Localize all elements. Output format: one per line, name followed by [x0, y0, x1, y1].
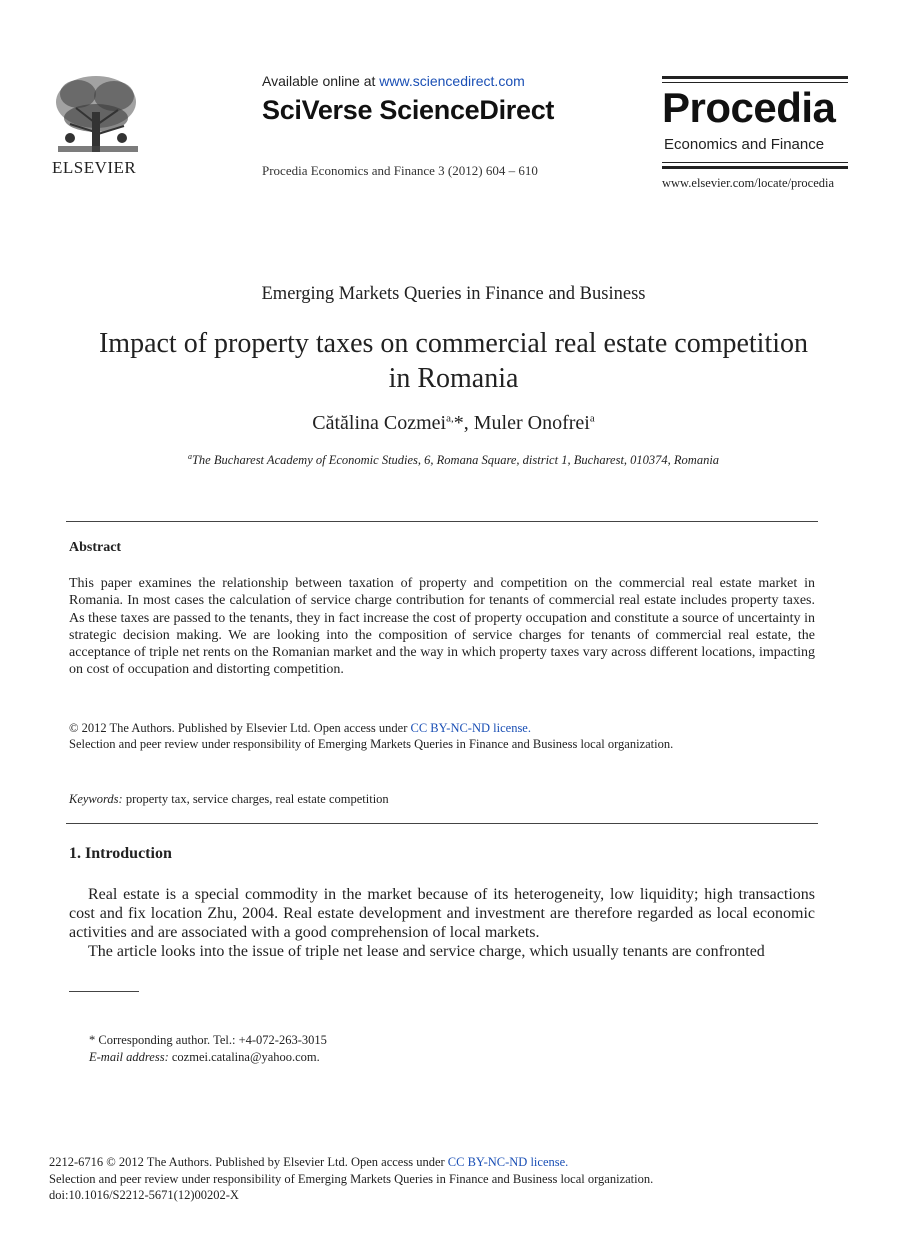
email-label: E-mail address: [89, 1050, 169, 1064]
author-list [0, 412, 907, 435]
author-separator: , [463, 412, 474, 434]
affiliation-text: The Bucharest Academy of Economic Studies, 6, Romana Square, district 1, Bucharest, 010374, Romania [191, 453, 720, 468]
footer-license-link[interactable]: CC BY-NC-ND license. [447, 1155, 569, 1169]
copyright-line [69, 720, 531, 736]
footer-copyright [49, 1154, 568, 1170]
footnote-divider [69, 991, 139, 992]
author-1: Cătălina Cozmei [312, 412, 447, 434]
footer-peer-review: Selection and peer review under responsibility of Emerging Markets Queries in Finance and Business local organization. [49, 1172, 654, 1186]
paper-title [0, 326, 907, 396]
brand-divider [662, 76, 848, 79]
brand-divider [662, 82, 848, 83]
intro-paragraph-1: Real estate is a special commodity in the market because of its heterogeneity, low liquidity; high transactions cost and fix location Zhu, 2004. Real estate development and investment are therefore regarded as local economic activities and are associated with a good comprehension of local markets. [69, 886, 815, 941]
journal-brand-subtitle: Economics and Finance [664, 136, 825, 153]
peer-review-line: Selection and peer review under responsibility of Emerging Markets Queries in Finance and Business local organization. [69, 737, 674, 751]
affiliation-mark: a [187, 452, 192, 461]
abstract-heading: Abstract [69, 540, 122, 555]
author-2-affiliation-mark: a [589, 412, 595, 425]
available-online [262, 73, 525, 89]
footer-copyright-text: 2212-6716 © 2012 The Authors. Published by Elsevier Ltd. Open access under [49, 1155, 448, 1169]
introduction-heading: 1. Introduction [69, 845, 172, 862]
copyright-text: © 2012 The Authors. Published by Elsevier Ltd. Open access under [69, 721, 411, 735]
journal-reference: Procedia Economics and Finance 3 (2012) 604 – 610 [262, 163, 538, 178]
journal-url[interactable]: www.elsevier.com/locate/procedia [662, 176, 835, 190]
license-link[interactable]: CC BY-NC-ND license. [410, 721, 531, 735]
author-1-affiliation-mark: a, [446, 412, 454, 425]
section-divider [66, 823, 818, 824]
intro-paragraph-2: The article looks into the issue of triple net lease and service charge, which usually tenants are confronted [88, 943, 765, 960]
brand-divider [662, 162, 848, 163]
sciencedirect-link[interactable]: www.sciencedirect.com [379, 73, 525, 89]
author-2: Muler Onofrei [473, 412, 590, 434]
section-divider [66, 521, 818, 522]
keywords-label: Keywords: [69, 792, 123, 806]
platform-name: SciVerse ScienceDirect [262, 95, 555, 125]
email-address[interactable]: cozmei.catalina@yahoo.com. [168, 1050, 320, 1064]
abstract-text: This paper examines the relationship between taxation of property and competition on the commercial real estate market in Romania. In most cases the calculation of service charge contribution for tenants of commercial real estate includes property taxes. As these taxes are passed to the tenants, they in fact increase the cost of property occupation and constitute a source of uncertainty in strategic decision making. We are looking into the composition of service charges for tenants of commercial real estate, the acceptance of triple net rents on the Romanian market and the way in which property taxes vary across different locations, impacting on cost of occupation and distorting competition. [69, 576, 815, 678]
keywords-values: property tax, service charges, real estate competition [122, 792, 389, 806]
available-prefix: Available online at [262, 73, 380, 89]
corresponding-mark: * [453, 412, 464, 434]
title-line-2: in Romania [388, 363, 519, 394]
keywords [69, 792, 389, 807]
conference-name: Emerging Markets Queries in Finance and Business [261, 284, 646, 304]
brand-divider [662, 166, 848, 169]
email-line [89, 1050, 320, 1065]
title-line-1: Impact of property taxes on commercial real estate competition [98, 328, 809, 359]
corresponding-author: * Corresponding author. Tel.: +4-072-263-3015 [89, 1033, 327, 1047]
affiliation [0, 452, 907, 468]
journal-brand: Procedia [662, 84, 836, 131]
doi[interactable]: doi:10.1016/S2212-5671(12)00202-X [49, 1188, 239, 1202]
publisher-name: ELSEVIER [52, 158, 137, 177]
